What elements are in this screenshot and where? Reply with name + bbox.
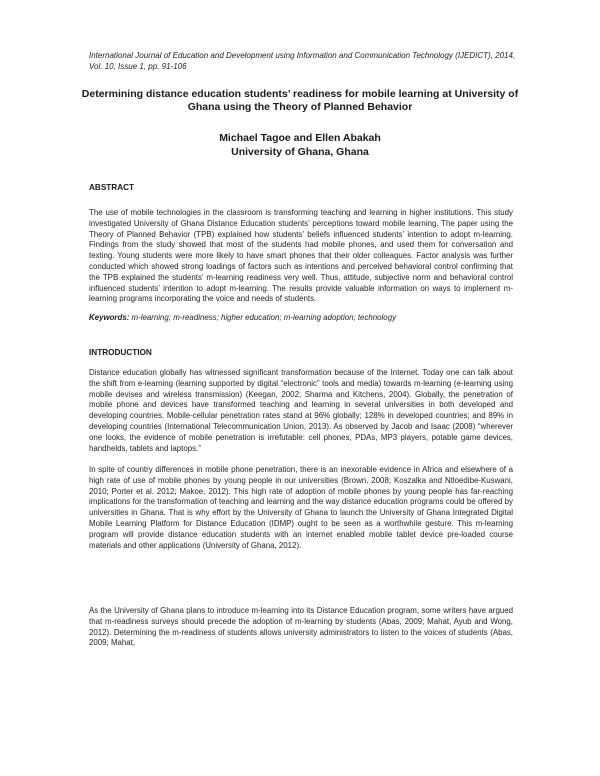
keywords-line: [89, 313, 513, 324]
intro-paragraph-1: Distance education globally has witnessed significant transformation because of the Internet. Today one can talk about the shift from e-learning (learning supported by digital “electronic” tools and media) towards m-learning (e-learning using mobile devises and wireless transmission) (Keegan, 2002; Sharma and Kitchens, 2004). Globally, the penetration of mobile phone and devices have transformed teaching and learning in several universities in both developed and developing countries. Mobile-cellular penetration rates stand at 96% globally; 128% in developed countries; and 89% in developing countries (International Telecommunication Union, 2013). As observed by Jacob and Isaac (2008) “wherever one looks, the evidence of mobile penetration is irrefutable: cell phones, PDAs, MP3 players, potable game devices, handhelds, tablets and laptops.”: [89, 368, 513, 453]
author-names: Michael Tagoe and Ellen Abakah: [219, 132, 381, 144]
keywords-label: Keywords:: [89, 313, 130, 322]
intro-paragraph-3: As the University of Ghana plans to introduce m-learning into its Distance Education program, some writers have argued that m-readiness surveys should precede the adoption of m-learning by students (Abas, 2009; Mahat, Ayub and Wong, 2012). Determining the m-readiness of students allows university administrators to listen to the voices of students (Abas, 2009; Mahat,: [89, 606, 513, 648]
keywords-text: m-learning; m-readiness; higher education; m-learning adoption; technology: [131, 313, 397, 322]
paper-title: Determining distance education students’ readiness for mobile learning at University of Ghana using the Theory of Planned Behavior: [81, 88, 519, 113]
journal-citation: International Journal of Education and Development using Information and Communication Technology (IJEDICT), 2014, Vol. 10, Issue 1, pp. 91-106: [89, 51, 516, 71]
author-affiliation: University of Ghana, Ghana: [231, 146, 369, 158]
author-block: [70, 131, 530, 159]
abstract-text: The use of mobile technologies in the classroom is transforming teaching and learning in higher institutions. This study investigated University of Ghana Distance Education students’ perceptions toward mobile learning. The paper using the Theory of Planned Behavior (TPB) explained how students’ beliefs influenced students’ intention to adopt m-learning. Findings from the study showed that most of the students had mobile phones, and used them for conversation and texting. Young students were more likely to have smart phones that their older colleagues. Factor analysis was further conducted which showed strong loadings of factors such as intentions and perceived behavioral control confirming that the TPB explained the students’ m-learning readiness very well. Thus, attitude, subjective norm and behavioral control influenced students’ intention to adopt m-learning. The results provide valuable information on ways to implement m-learning programs incorporating the voice and needs of students.: [89, 208, 513, 304]
abstract-heading: ABSTRACT: [89, 183, 135, 192]
intro-paragraph-2: In spite of country differences in mobile phone penetration, there is an inexorable evidence in Africa and elsewhere of a high rate of use of mobile phones by young people in our universities (Brown, 2008; Koszalka and Ntloedibe-Kuswani, 2010; Porter et al. 2012; Makoe, 2012). This high rate of adoption of mobile phones by young people has far-reaching implications for the transformation of teaching and learning and the way distance education programs could be offered by universities in Ghana. That is why effort by the University of Ghana to launch the University of Ghana Integrated Digital Mobile Learning Platform for Distance Education (IDMP) ought to be seen as a worthwhile gesture. This m-learning program will provide distance education students with an internet enabled mobile tablet device pre-loaded course materials and other applications (University of Ghana, 2012).: [89, 465, 513, 550]
introduction-heading: INTRODUCTION: [89, 348, 152, 357]
